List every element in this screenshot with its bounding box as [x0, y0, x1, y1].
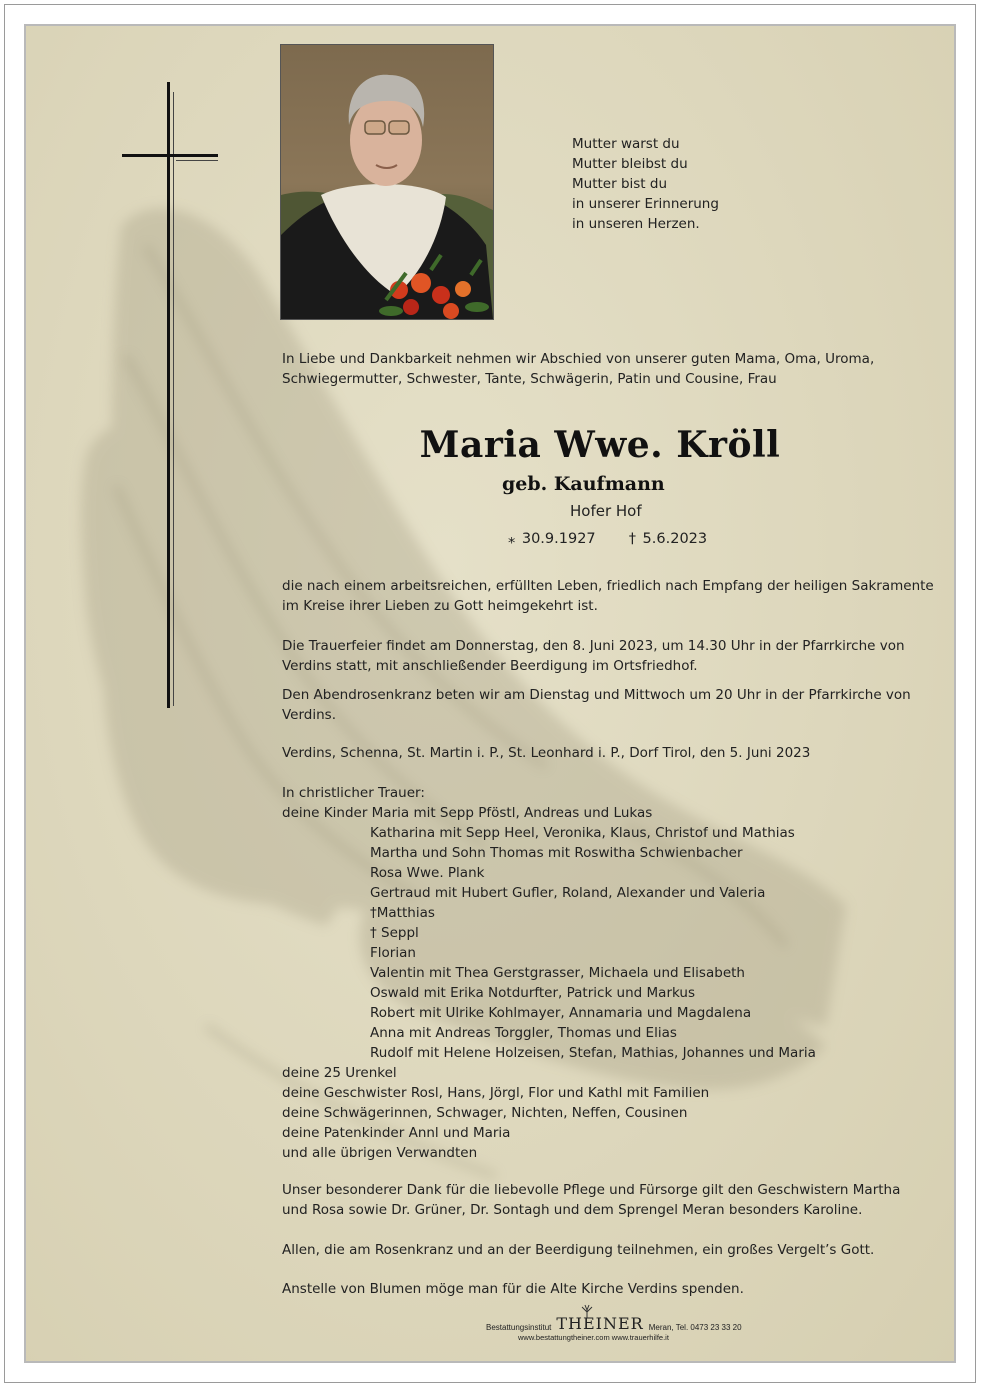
paragraph-line: Die Trauerfeier findet am Donnerstag, den 8. Juni 2023, um 14.30 Uhr in der Pfarrkirche von — [282, 638, 905, 654]
funeral-home-footer — [486, 1316, 786, 1342]
tree-icon — [576, 1304, 598, 1318]
paragraph-rosary — [282, 685, 911, 725]
poem — [572, 134, 719, 234]
paragraph-passing — [282, 576, 934, 616]
footer-label: Bestattungsinstitut — [486, 1323, 552, 1332]
birth-name: geb. Kaufmann — [502, 473, 665, 495]
relatives-entry: deine 25 Urenkel — [282, 1065, 397, 1081]
cross-horizontal-line — [176, 160, 218, 161]
relatives-entry: und alle übrigen Verwandten — [282, 1145, 478, 1161]
deceased-name: Maria Wwe. Kröll — [419, 424, 781, 466]
relatives-entry: deine Patenkinder Annl und Maria — [282, 1125, 511, 1141]
place-date — [282, 743, 810, 763]
cross-horizontal — [122, 154, 218, 157]
poem-line: in unseren Herzen. — [572, 216, 700, 232]
portrait-photo — [280, 44, 494, 320]
paragraph-line: Verdins statt, mit anschließender Beerdigung im Ortsfriedhof. — [282, 658, 698, 674]
child-entry: Oswald mit Erika Notdurfter, Patrick und Markus — [370, 985, 695, 1001]
paragraph-line: Unser besonderer Dank für die liebevolle Pflege und Fürsorge gilt den Geschwistern Martha — [282, 1182, 901, 1198]
paragraph-funeral — [282, 636, 905, 676]
paragraph-line: Den Abendrosenkranz beten wir am Dienstag und Mittwoch um 20 Uhr in der Pfarrkirche von — [282, 687, 911, 703]
child-entry: Anna mit Andreas Torggler, Thomas und Elias — [370, 1025, 677, 1041]
child-entry: Rosa Wwe. Plank — [370, 865, 485, 881]
child-entry: Rudolf mit Helene Holzeisen, Stefan, Mathias, Johannes und Maria — [370, 1045, 816, 1061]
intro-line: In Liebe und Dankbarkeit nehmen wir Abschied von unserer guten Mama, Oma, Uroma, — [282, 351, 875, 367]
mourners-list — [282, 783, 816, 1163]
child-entry: Florian — [370, 945, 416, 961]
farm-name: Hofer Hof — [570, 502, 642, 520]
intro-text — [282, 349, 874, 389]
footer-contact: Meran, Tel. 0473 23 33 20 — [648, 1323, 742, 1332]
obituary-card — [24, 24, 956, 1363]
child-entry: Robert mit Ulrike Kohlmayer, Annamaria und Magdalena — [370, 1005, 752, 1021]
thanks-paragraph — [282, 1180, 900, 1220]
child-entry: Katharina mit Sepp Heel, Veronika, Klaus, Christof und Mathias — [370, 825, 795, 841]
paragraph-line: im Kreise ihrer Lieben zu Gott heimgekehrt ist. — [282, 598, 598, 614]
child-entry: Martha und Sohn Thomas mit Roswitha Schwienbacher — [370, 845, 743, 861]
paragraph-line: und Rosa sowie Dr. Grüner, Dr. Sontagh und dem Sprengel Meran besonders Karoline. — [282, 1202, 863, 1218]
child-entry: †Matthias — [370, 905, 435, 921]
poem-line: Mutter bleibst du — [572, 156, 688, 172]
life-dates: ⁎ 30.9.1927 † 5.6.2023 — [508, 531, 708, 547]
relatives-entry: deine Geschwister Rosl, Hans, Jörgl, Flor und Kathl mit Familien — [282, 1085, 710, 1101]
poem-line: Mutter warst du — [572, 136, 680, 152]
poem-line: Mutter bist du — [572, 176, 668, 192]
funeral-home-logo — [556, 1316, 643, 1332]
paragraph-line: die nach einem arbeitsreichen, erfüllten Leben, friedlich nach Empfang der heiligen Sakramente — [282, 578, 934, 594]
child-entry: Valentin mit Thea Gerstgrasser, Michaela und Elisabeth — [370, 965, 745, 981]
footer-websites[interactable]: www.bestattungtheiner.com www.trauerhilfe.it — [518, 1333, 669, 1342]
cross-vertical — [167, 82, 170, 708]
funeral-home-logo-text: THEINER — [556, 1314, 644, 1333]
mourners-title: In christlicher Trauer: — [282, 785, 425, 801]
child-entry: † Seppl — [370, 925, 419, 941]
paragraph-line: Verdins. — [282, 707, 337, 723]
flowers-note: Anstelle von Blumen möge man für die Alte Kirche Verdins spenden. — [282, 1281, 744, 1297]
cross-vertical-line — [173, 92, 174, 706]
relatives-entry: deine Schwägerinnen, Schwager, Nichten, Neffen, Cousinen — [282, 1105, 688, 1121]
paragraph-line: Verdins, Schenna, St. Martin i. P., St. Leonhard i. P., Dorf Tirol, den 5. Juni 2023 — [282, 745, 811, 761]
children-lead: deine Kinder Maria mit Sepp Pföstl, Andreas und Lukas — [282, 805, 653, 821]
child-entry: Gertraud mit Hubert Gufler, Roland, Alexander und Valeria — [370, 885, 766, 901]
closing-text: Allen, die am Rosenkranz und an der Beerdigung teilnehmen, ein großes Vergelt’s Gott. — [282, 1242, 875, 1258]
intro-line: Schwiegermutter, Schwester, Tante, Schwägerin, Patin und Cousine, Frau — [282, 371, 777, 387]
poem-line: in unserer Erinnerung — [572, 196, 719, 212]
